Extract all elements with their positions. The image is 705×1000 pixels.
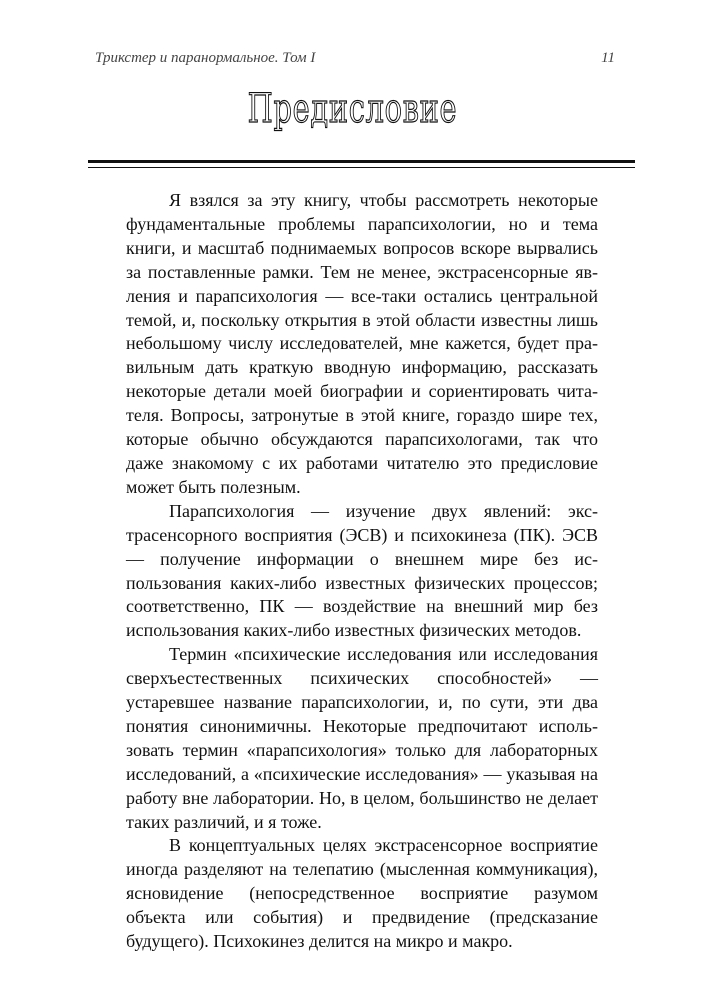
page-number: 11 [601, 50, 615, 66]
body-text [126, 189, 598, 954]
running-title: Трикстер и паранормальное. Том I [95, 50, 316, 66]
title-rule-thick [88, 160, 635, 163]
paragraph: В концептуальных целях экстрасенсорное восприятие иногда разделяют на телепатию (мысленная коммуникация), ясновидение (непосредственное восприятие разумом объекта или события) и предвидение (предсказание будущего). Психокинез делится на микро и макро. [126, 835, 598, 952]
title-rule-thin [88, 167, 635, 168]
paragraph: Я взялся за эту книгу, чтобы рассмотреть некоторые фундаментальные проблемы парапсихологии, но и тема книги, и масштаб поднимаемых вопросов вскоре вырвались за поставленные рамки. Тем не менее, экстрасенсорные явления и парапсихология — все-таки остались центральной темой, и, поскольку открытия в этой области известны лишь небольшому числу исследователей, мне кажется, будет правильным дать краткую вводную информацию, рассказать некоторые детали моей биографии и сориентировать читателя. Вопросы, затронутые в этой книге, гораздо шире тех, которые обычно обсуждаются парапсихологами, так что даже знакомому с их работами читателю это предисловие может быть полезным. [126, 190, 598, 497]
paragraph: Термин «психические исследования или исследования сверхъестественных психических способностей» — устаревшее название парапсихологии, и, по сути, эти два понятия синонимичны. Некоторые предпочитают использовать термин «парапсихология» только для лабораторных исследований, а «психические исследования» — указывая на работу вне лаборатории. Но, в целом, большинство не делает таких различий, и я тоже. [126, 644, 598, 832]
chapter-title: Предисловие [247, 86, 458, 132]
paragraph: Парапсихология — изучение двух явлений: экстрасенсорного восприятия (ЭСВ) и психокинеза (ПК). ЭСВ — получение информации о внешнем мире без использования каких-либо известных физических процессов; соответственно, ПК — воздействие на внешний мир без использования каких-либо известных физических методов. [126, 500, 598, 641]
